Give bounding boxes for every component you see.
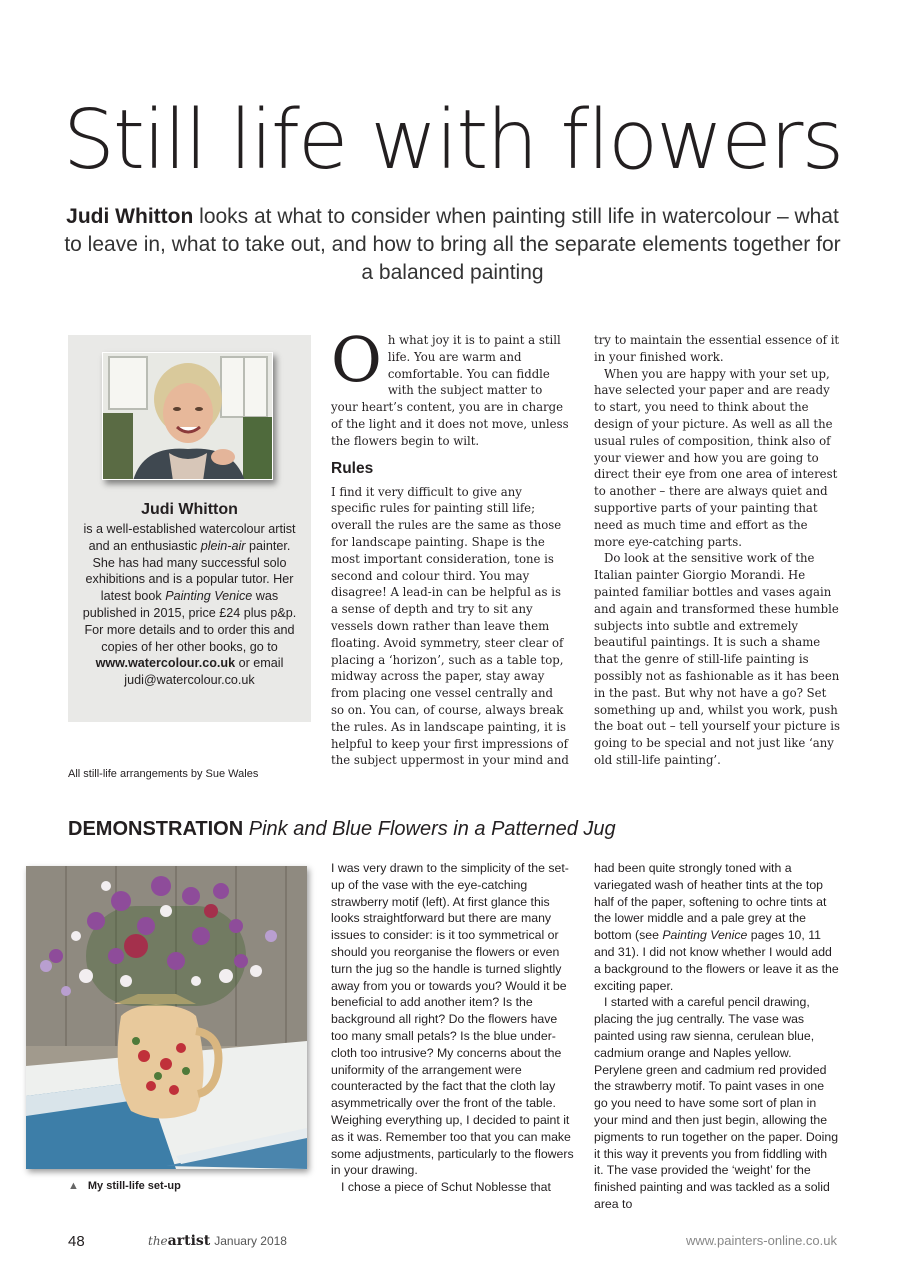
body-column-2 xyxy=(594,332,840,769)
demo-paragraph: I was very drawn to the simplicity of the set-up of the vase with the eye-catching strawberry motif (left). At first glance this looks straightforward but there are many issues to consider: is it too symmetrical or should you reorganise the flowers or even turn the jug so the handle is turned slightly away from you or towards you? Would it be beneficial to add another item? Is the background all right? Do the flowers have too many small petals? Is the blue under-cloth too intrusive? My concerns about the uniformity of the arrangement were counteracted by the fact that the cloth lay asymmetrically over the front of the table. Weighing everything up, I decided to paint it as it was. Remember too that you can make some adjustments, particularly to the flowers in your drawing. xyxy=(331,861,574,1178)
demonstration-heading: DEMONSTRATION Pink and Blue Flowers in a Patterned Jug xyxy=(68,818,616,840)
demo-paragraph: I started with a careful pencil drawing, placing the jug centrally. The vase was painted using raw sienna, cerulean blue, cadmium orange and Naples yellow. Perylene green and cadmium red provided the strawberry motif. To paint vases in one go you need to have some sort of plan in your mind and then just begin, allowing the pigments to run together on the paper. Doing it this way it prevents you from fiddling with it. The vase provided the ‘weight’ for the finished painting and was tackled as a solid area to xyxy=(594,995,839,1211)
demo-paragraph: had been quite strongly toned with a variegated wash of heather tints at the top half of the paper, softening to ochre tints at the lower middle and a pale grey at the bottom (see Painting Venice pages 10, 11 and 31). I did not know whether I would add a background to the flowers or leave it as the exciting paper. xyxy=(594,861,839,993)
website-link[interactable]: www.watercolour.co.uk xyxy=(95,656,236,671)
photo-credit: All still-life arrangements by Sue Wales xyxy=(68,768,259,780)
caption-triangle-icon: ▲ xyxy=(68,1180,79,1192)
standfirst xyxy=(60,203,845,287)
body-paragraph: Do look at the sensitive work of the Italian painter Giorgio Morandi. He painted familiar bottles and vases again and again and transformed these humble subjects into subtle and extremely beautiful paintings. It is such a shame that the genre of still-life painting is possibly not as fashionable as it has been in the past. But why not have a go? Set something up and, whilst you work, push the boat out – tell yourself your picture is going to be special and not just like ‘any old still-life painting’. xyxy=(594,551,840,767)
bio-name: Judi Whitton xyxy=(141,501,238,518)
body-paragraph: When you are happy with your set up, have selected your paper and are ready to start, you need to think about the design of your picture. As well as all the usual rules of composition, think also of your viewer and how you are going to direct their eye from one area of interest to another – there are always quiet and supportive parts of your painting that need as much time and effort as the more eye-catching parts. xyxy=(594,366,838,549)
bio-text: is a well-established watercolour artist and an enthusiastic plein-air painter. She has had many successful solo exhibitions and is a popular tutor. Her latest book Painting Venice was published in 2015, price £24 plus p&p. For more details and to order this and copies of her other books, go to www.watercolour.co.uk or email judi@watercolour.co.uk xyxy=(82,522,297,688)
still-life-photo xyxy=(26,866,307,1169)
demo-paragraph: I chose a piece of Schut Noblesse that xyxy=(341,1180,551,1195)
body-paragraph: h what joy it is to paint a still life. You are warm and comfortable. You can fiddle with the subject matter to your heart’s content, you are in charge of the light and it does not move, unless the flowers begin to wilt. xyxy=(331,333,569,448)
demo-column-1 xyxy=(331,860,577,1196)
body-column-1 xyxy=(331,323,569,769)
magazine-masthead: theartist January 2018 xyxy=(148,1233,287,1249)
page-number: 48 xyxy=(68,1233,85,1250)
standfirst-author: Judi Whitton xyxy=(66,205,194,228)
article-title: Still life with flowers xyxy=(62,93,843,188)
photo-caption: ▲ My still-life set-up xyxy=(68,1180,181,1192)
footer-url[interactable]: www.painters-online.co.uk xyxy=(685,1233,837,1248)
drop-cap: O xyxy=(331,323,382,396)
demo-column-2 xyxy=(594,860,840,1213)
author-portrait xyxy=(102,352,273,480)
body-paragraph: I find it very difficult to give any specific rules for painting still life; overall the rules are the same as those for landscape painting. Shape is the most important consideration, tone is second and colour third. You may disagree! A lead-in can be helpful as is a sense of depth and try to sit any vessels down rather than leave them floating. Avoid symmetry, steer clear of placing a ‘horizon’, such as a table top, midway across the paper, stay away from placing one vessel centrally and so on. You can, of course, always break the rules. As in landscape painting, it is helpful to keep your first impressions of the subject uppermost in your mind and xyxy=(331,484,569,768)
standfirst-text: looks at what to consider when painting still life in watercolour – what to leave in, what to take out, and how to bring all the separate elements together for a balanced painting xyxy=(64,205,841,284)
body-paragraph: try to maintain the essential essence of it in your finished work. xyxy=(594,333,840,364)
section-heading-rules: Rules xyxy=(331,459,374,477)
